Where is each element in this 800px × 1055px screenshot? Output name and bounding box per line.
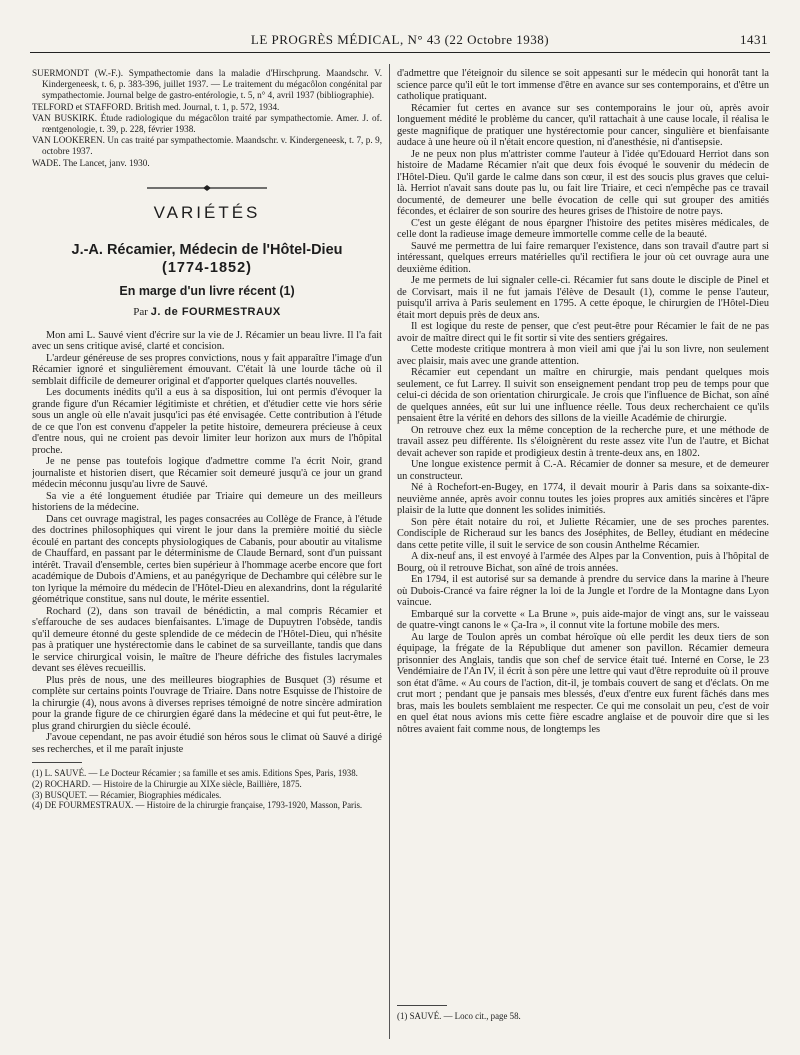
right-footnotes (397, 998, 769, 1022)
author-name: J. de FOURMESTRAUX (150, 305, 281, 318)
reference-item: TELFORD et STAFFORD. British med. Journal, t. 1, p. 572, 1934. (32, 101, 280, 112)
left-body-text (32, 330, 382, 756)
paragraph: Sa vie a été longuement étudiée par Triaire qui demeure un des meilleurs historiens de la médecine. (32, 490, 382, 514)
footnote-separator (397, 1005, 447, 1006)
paragraph: On retrouve chez eux la même conception de la recherche pure, et une méthode de travail assez peu différente. Ils s'éloignèrent du reste assez vite l'un de l'autre, et Bichat devait achever son rapide et prodigieux destin à trente-deux ans, en 1802. (397, 424, 769, 459)
paragraph: L'ardeur généreuse de ses propres convictions, nous y fait apparaître l'image d'un Récamier ignoré et singulièrement émouvant. C'était là une lourde tâche où il semblait difficile de demeurer original et d'apporter quelques clartés nouvelles. (32, 352, 382, 387)
paragraph: Les documents inédits qu'il a eus à sa disposition, lui ont permis d'évoquer la grande figure d'un Récamier légitimiste et chrétien, et d'étudier cette vie hors série sous un angle où elle n'avait jusqu'ici pas été envisagée. Cette contribution à l'étude de ce que l'on est convenu d'appeler la petite histoire, demeurera précieuse à ceux d'entre nous, qui ne croient pas devoir limiter leur horizon aux murs de l'hôpital proche. (32, 387, 382, 456)
paragraph: Au large de Toulon après un combat héroïque où elle perdit les deux tiers de son équipage, la frégate de la République dut amener son pavillon. Récamier demeura prisonnier des Anglais, tandis que son chef de service était tué. Interné en Corse, le 23 Vendémiaire de l'An IV, il écrit à son père une lettre qui vaut d'être reproduite où il prouve son état d'âme. « Au cours de l'action, dit-il, je tombais couvert de sang et d'éclats. On me crut mort ; pendant que je pansais mes blessés, d'eux d'entre eux furent fâchés dans mes bras, mais les boulets semblaient me respecter. Ce qui me consolait un peu, c'est de voir en quel état nous avions mis cette fière escadre anglaise et de pouvoir dire que si les nôtres avaient fait comme nous, de longtemps les (397, 631, 769, 735)
section-ornament (32, 179, 382, 197)
paragraph: Je me permets de lui signaler celle-ci. Récamier fut sans doute le disciple de Pinel et de Corvisart, mais il ne fut jamais l'élève de Desault (1), comme le pense l'auteur, puisqu'il arriva à Paris seulement en 1795. A cette époque, le chirurgien de l'Hôtel-Dieu était mort depuis près de deux ans. (397, 275, 769, 321)
left-column (32, 68, 382, 1040)
article-dates: (1774-1852) (162, 259, 252, 276)
paragraph: Plus près de nous, une des meilleures biographies de Busquet (3) résume et complète sur certains points l'ouvrage de Triaire. Dans notre Esquisse de l'histoire de la chirurgie (4), nous avons à diverses reprises témoigné de notre sincère admiration pour la grande figure de ce chirurgien égaré dans la médecine et qui fut peut-être, le plus grand chirurgien du siècle écoulé. (32, 674, 382, 732)
paragraph: d'admettre que l'éteignoir du silence se soit appesanti sur le médecin qui honorât tant la science parce qu'il eût le tort immense d'être en avance sur ses contemporains, et d'être un catholique pratiquant. (397, 68, 769, 102)
footnote: (3) BUSQUET. — Récamier, Biographies médicales. (32, 789, 222, 800)
article-subtitle: En marge d'un livre récent (1) (119, 283, 295, 298)
section-title: VARIÉTÉS (153, 202, 261, 222)
reference-item: VAN LOOKEREN. Un cas traité par sympathectomie. Maandschr. v. Kindergeneesk, t. 7, p. 9, octobre 1937. (32, 135, 382, 157)
paragraph: Récamier eut cependant un maître en chirurgie, mais pendant quelques mois seulement, ce fut Larrey. Il suivit son enseignement pendant trop peu de temps pour que celui-ci décida de son orientation chirurgicale. Je crois que l'influence de Bichat, son aîné de quelques années, eût sur lui une influence réelle. Tous deux recherchaient ce qu'ils pensaient être la vérité en dehors des sillons de la vieille Académie de chirurgie. (397, 367, 769, 424)
footnote-separator (32, 762, 82, 763)
paragraph: Il est logique du reste de penser, que c'est peut-être pour Récamier le fait de ne pas avoir de maître direct qui le fit sortir si vite des sentiers grégaires. (397, 321, 769, 344)
page-header (30, 30, 770, 53)
paragraph: Dans cet ouvrage magistral, les pages consacrées au Collège de France, à l'étude des doctrines philosophiques qui virent le jour dans la première moitié du siècle écoulé en partant des concepts physiologiques de Cabanis, pour aboutir au vitalisme de Chauffard, en passant par le déterminisme de Claude Bernard, sont d'un puissant intérêt. Travail d'ensemble, certes bien supérieur à l'hommage acerbe encore que fort académique de Dubois d'Amiens, et au panégyrique de Dechambre qui célèbre sur le ton lyrique la mémoire du médecin de l'Hôtel-Dieu en alexandrins, dont la régularité géométrique constitue, sans nul doute, le mérite essentiel. (32, 513, 382, 606)
paragraph: J'avoue cependant, ne pas avoir étudié son héros sous le climat où Sauvé a dirigé ses recherches, et il me paraît injuste (32, 732, 382, 755)
author-prefix: Par (133, 305, 148, 318)
paragraph: Rochard (2), dans son travail de bénédictin, a mal compris Récamier et s'effarouche de ses audaces bienfaisantes. L'image de Dupuytren l'obsède, tandis qu'il demeure étonné du geste splendide de ce médecin de l'Hôtel-Dieu, qui n'hésite pas à pratiquer une hystérectomie dans le cabinet de sa surveillante, tandis que dans le service chirurgical voisin, le maître de l'heure défriche des fistules lacrymales devant ses élèves recueillis. (32, 605, 382, 675)
article-title: J.-A. Récamier, Médecin de l'Hôtel-Dieu (71, 241, 343, 258)
paragraph: Cette modeste critique montrera à mon vieil ami que j'ai lu son livre, non seulement avec plaisir, mais avec une grande attention. (397, 344, 769, 367)
paragraph: Né à Rochefort-en-Bugey, en 1774, il devait mourir à Paris dans sa soixante-dix-neuvième année, après avoir connu toutes les joies propres aux amitiés sincères et l'âpre plaisir de la lutte que donnent les solides inimitiés. (397, 482, 769, 516)
left-footnotes (32, 768, 382, 810)
references-list (32, 68, 382, 169)
footnote: (4) DE FOURMESTRAUX. — Histoire de la chirurgie française, 1793-1920, Masson, Paris. (32, 800, 363, 811)
paragraph: Mon ami L. Sauvé vient d'écrire sur la vie de J. Récamier un beau livre. Il l'a fait avec un sens critique avisé, clarté et concision. (32, 329, 382, 353)
reference-item: SUERMONDT (W.-F.). Sympathectomie dans la maladie d'Hirschprung. Maandschr. V. Kindergeneesk, t. 6, p. 383-396, juillet 1937. — Le traitement du mégacôlon congénital par sympathectomie. Journal belge de gastro-entérologie, t. 5, n° 4, avril 1937 (bibliographie). (32, 68, 382, 101)
paragraph: En 1794, il est autorisé sur sa demande à prendre du service dans la marine à l'heure où Dubois-Crancé va faire régner la loi de la Jungle et l'ordre de la Montagne dans Lyon vaincue. (397, 574, 769, 608)
journal-title: LE PROGRÈS MÉDICAL, N° 43 (22 Octobre 1938) (250, 32, 550, 47)
reference-item: WADE. The Lancet, janv. 1930. (32, 157, 150, 168)
article-byline (32, 306, 382, 318)
paragraph: Je ne pense pas toutefois logique d'admettre comme l'a écrit Noir, grand journaliste et historien disert, que Récamier soit demeuré jusqu'à ce jour un grand médecin méconnu jusqu'au livre de Sauvé. (32, 456, 382, 491)
footnote: (2) ROCHARD. — Histoire de la Chirurgie au XIXe siècle, Baillière, 1875. (32, 778, 302, 789)
column-divider (389, 64, 390, 1039)
ornament-rule-icon (147, 184, 267, 192)
paragraph: C'est un geste élégant de nous épargner l'histoire des petites misères médicales, de celle dont la radieuse image demeure immortelle comme celle de la beauté. (397, 217, 769, 240)
paragraph: Embarqué sur la corvette « La Brune », puis aide-major de vingt ans, sur le vaisseau de quatre-vingt canons le « Ça-Ira », il connut vite la fortune mobile des mers. (397, 608, 769, 631)
footnote: (1) L. SAUVÉ. — Le Docteur Récamier ; sa famille et ses amis. Editions Spes, Paris, 1938. (32, 768, 358, 779)
paragraph: Sauvé me permettra de lui faire remarquer l'existence, dans son travail d'autre part si intéressant, quelques erreurs matérielles qu'il rectifiera le jour où cet ouvrage aura une deuxième édition. (397, 240, 769, 275)
paragraph: Je ne peux non plus m'attrister comme l'auteur à l'idée qu'Edouard Herriot dans son histoire de Madame Récamier n'ait que deux fois évoqué le souvenir du médecin de l'Hôtel-Dieu. Qu'il garde le calme dans son cœur, il est des soucis plus graves que celui-là. Herriot n'avait sans doute pas lu, ou fait lire Triaire, et ceci n'empêche pas ce travail documenté, de demeurer une belle évocation de celle qui sut grouper des amitiés fécondes, et éclairer de son sourire des heures grises de l'histoire de notre pays. (397, 148, 769, 217)
right-body-text (397, 68, 769, 735)
right-column (397, 68, 769, 1040)
paragraph: A dix-neuf ans, il est envoyé à l'armée des Alpes par la Convention, puis à l'hôpital de Bourg, où il retrouve Bichat, son aîné de trois années. (397, 551, 769, 574)
reference-item: VAN BUSKIRK. Étude radiologique du mégacôlon traité par sympathectomie. Amer. J. of. rœntgenologie, t. 39, p. 228, février 1938. (32, 112, 382, 135)
paragraph: Son père était notaire du roi, et Juliette Récamier, une de ses proches parentes. Condisciple de Richeraud sur les bancs des Joséphites, de Belley, étudiant en médecine dans cette petite ville, il suit le service de son cousin Anthelme Récamier. (397, 516, 769, 551)
page-number: 1431 (740, 32, 768, 47)
paragraph: Une longue existence permit à C.-A. Récamier de donner sa mesure, et de demeurer un constructeur. (397, 459, 769, 482)
paragraph: Récamier fut certes en avance sur ses contemporains le jour où, après avoir longuement médité le problème du cancer, qu'il rattachait à une cause locale, il réalisa le geste magnifique de pratiquer une hystérectomie pour cancer, singulière et bienfaisante audace à une heure où il n'était encore question, ni d'anesthésie, ni d'antisepsie. (397, 102, 769, 148)
footnote: (1) SAUVÉ. — Loco cit., page 58. (397, 1011, 521, 1021)
